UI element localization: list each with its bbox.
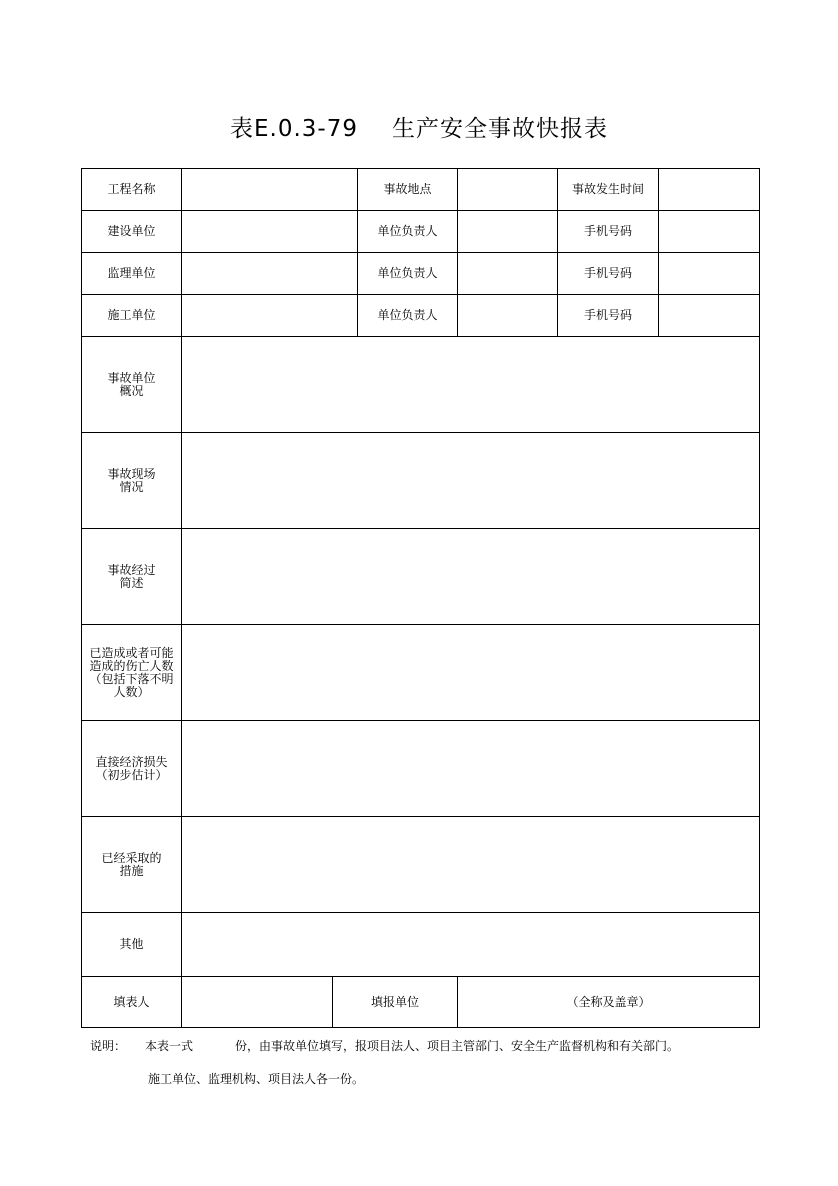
label-supervision-phone: 手机号码 <box>558 253 659 295</box>
field-economic-loss[interactable] <box>182 721 760 817</box>
field-contractor-unit[interactable] <box>182 295 358 337</box>
label-supervision-unit: 监理单位 <box>82 253 182 295</box>
label-filler: 填表人 <box>82 977 182 1028</box>
form-code: 表E.0.3-79 <box>230 116 358 142</box>
field-supervision-responsible[interactable] <box>458 253 558 295</box>
field-supervision-unit[interactable] <box>182 253 358 295</box>
form-name: 生产安全事故快报表 <box>392 116 608 142</box>
page-title <box>0 110 838 143</box>
field-other[interactable] <box>182 913 760 977</box>
row-supervision-unit <box>82 253 760 295</box>
field-unit-overview[interactable] <box>182 337 760 433</box>
row-casualties <box>82 625 760 721</box>
accident-report-table <box>81 168 760 1028</box>
row-project-name <box>82 169 760 211</box>
field-filler[interactable] <box>182 977 333 1028</box>
field-scene[interactable] <box>182 433 760 529</box>
note-line-1 <box>90 1037 679 1054</box>
label-owner-responsible: 单位负责人 <box>358 211 458 253</box>
field-reporting-unit-seal[interactable]: （全称及盖章） <box>458 977 760 1028</box>
field-accident-location[interactable] <box>458 169 558 211</box>
label-accident-time: 事故发生时间 <box>558 169 659 211</box>
label-scene: 事故现场情况 <box>82 433 182 529</box>
field-measures[interactable] <box>182 817 760 913</box>
label-casualties: 已造成或者可能造成的伤亡人数（包括下落不明人数） <box>82 625 182 721</box>
label-process: 事故经过简述 <box>82 529 182 625</box>
field-owner-unit[interactable] <box>182 211 358 253</box>
label-reporting-unit: 填报单位 <box>333 977 458 1028</box>
row-unit-overview <box>82 337 760 433</box>
label-owner-phone: 手机号码 <box>558 211 659 253</box>
row-contractor-unit <box>82 295 760 337</box>
note-part-2: 份，由事故单位填写，报项目法人、项目主管部门、安全生产监督机构和有关部门。 <box>235 1039 680 1053</box>
label-other: 其他 <box>82 913 182 977</box>
label-project-name: 工程名称 <box>82 169 182 211</box>
label-supervision-responsible: 单位负责人 <box>358 253 458 295</box>
label-unit-overview: 事故单位概况 <box>82 337 182 433</box>
row-scene <box>82 433 760 529</box>
field-supervision-phone[interactable] <box>659 253 760 295</box>
label-contractor-unit: 施工单位 <box>82 295 182 337</box>
label-contractor-phone: 手机号码 <box>558 295 659 337</box>
note-part-1: 本表一式 <box>145 1039 194 1053</box>
field-casualties[interactable] <box>182 625 760 721</box>
row-measures <box>82 817 760 913</box>
row-economic-loss <box>82 721 760 817</box>
field-contractor-phone[interactable] <box>659 295 760 337</box>
row-process <box>82 529 760 625</box>
row-signature <box>82 977 760 1028</box>
label-contractor-responsible: 单位负责人 <box>358 295 458 337</box>
label-accident-location: 事故地点 <box>358 169 458 211</box>
field-accident-time[interactable] <box>659 169 760 211</box>
field-project-name[interactable] <box>182 169 358 211</box>
label-owner-unit: 建设单位 <box>82 211 182 253</box>
note-label: 说明： <box>90 1039 127 1053</box>
field-owner-responsible[interactable] <box>458 211 558 253</box>
field-process[interactable] <box>182 529 760 625</box>
row-other <box>82 913 760 977</box>
row-construction-unit <box>82 211 760 253</box>
label-measures: 已经采取的措施 <box>82 817 182 913</box>
field-contractor-responsible[interactable] <box>458 295 558 337</box>
label-economic-loss: 直接经济损失（初步估计） <box>82 721 182 817</box>
note-line-2: 施工单位、监理机构、项目法人各一份。 <box>148 1072 365 1086</box>
field-owner-phone[interactable] <box>659 211 760 253</box>
